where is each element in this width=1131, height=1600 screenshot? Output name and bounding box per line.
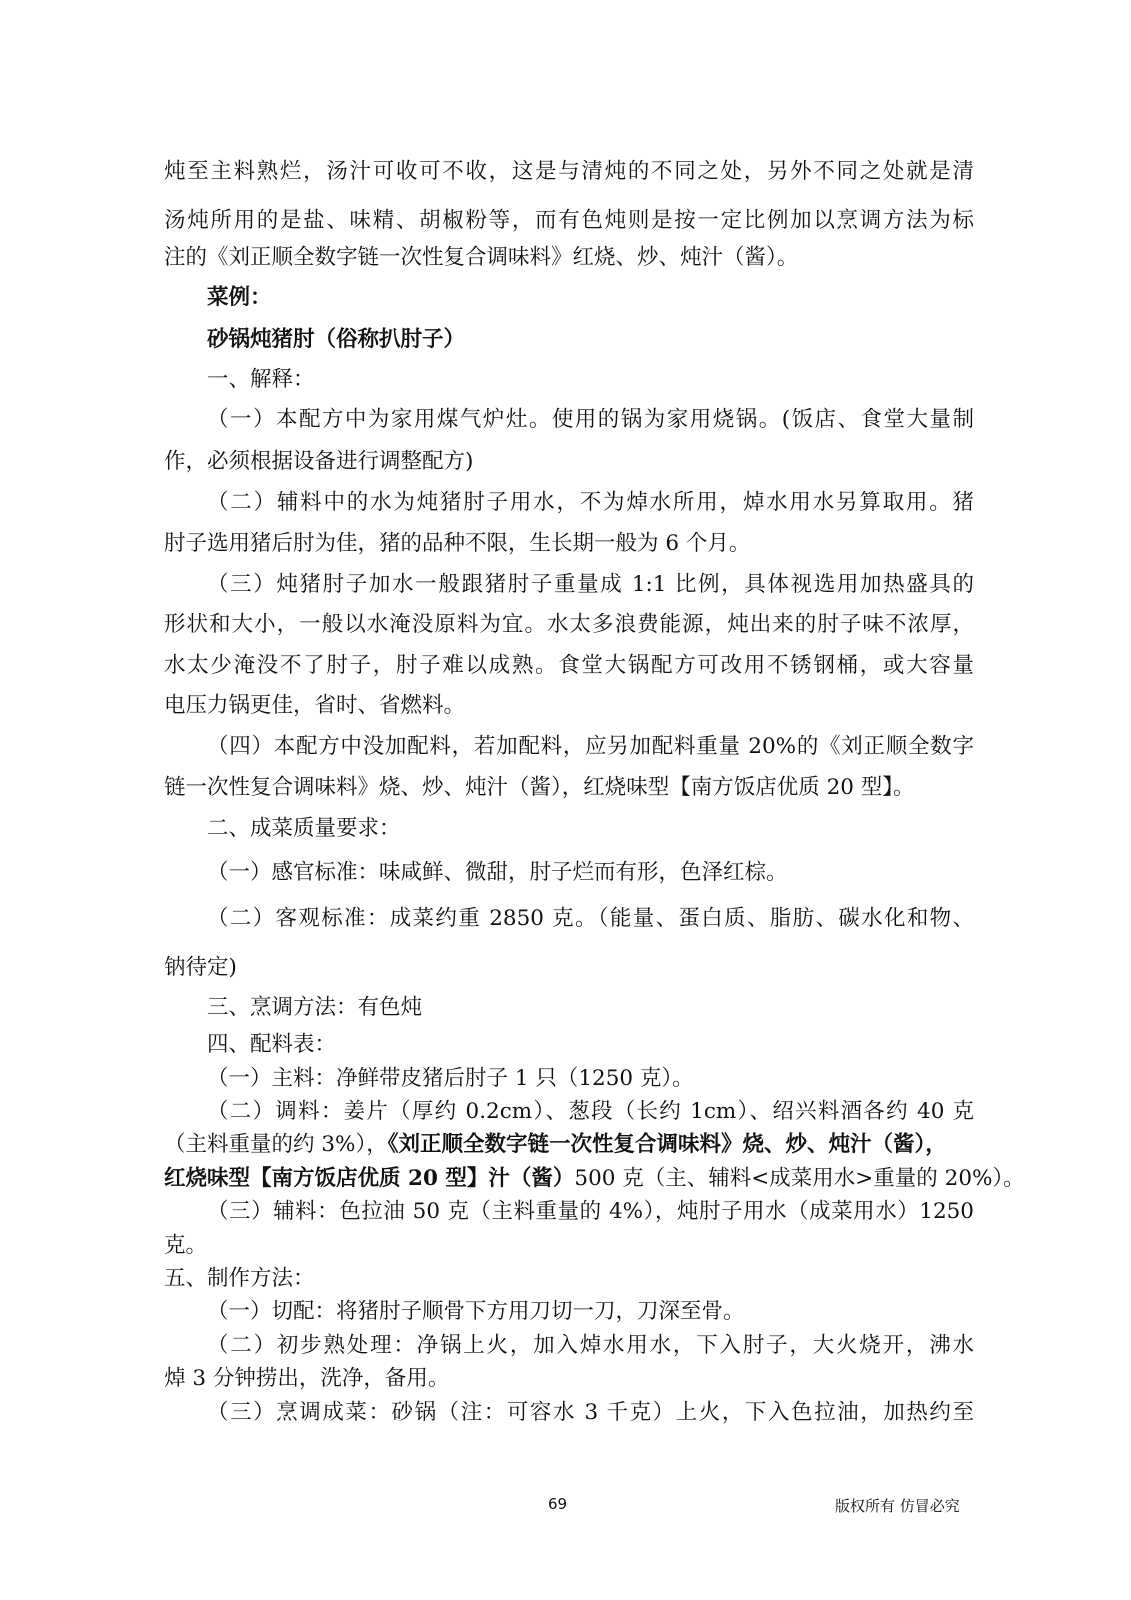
body-paragraph-line: （二）初步熟处理：净锅上火，加入焯水用水，下入肘子，大火烧开，沸水 (207, 1333, 974, 1358)
body-paragraph-line (164, 1130, 974, 1160)
body-paragraph-line: 肘子选用猪后肘为佳，猪的品种不限，生长期一般为 6 个月。 (164, 531, 751, 556)
body-paragraph-line: （三）烹调成菜：砂锅（注：可容水 3 千克）上火，下入色拉油，加热约至 (207, 1400, 974, 1425)
page-number: 69 (548, 1495, 568, 1513)
section-heading: 五、制作方法： (164, 1266, 315, 1291)
body-paragraph-line: 焯 3 分钟捞出，洗净，备用。 (164, 1366, 450, 1391)
body-paragraph-line: （一）感官标准：味咸鲜、微甜，肘子烂而有形，色泽红棕。 (207, 860, 788, 885)
body-paragraph-line: （二）客观标准：成菜约重 2850 克。（能量、蛋白质、脂肪、碳水化和物、 (207, 906, 974, 931)
body-paragraph-line: 钠待定) (164, 955, 237, 980)
body-paragraph-line: 炖至主料熟烂，汤汁可收可不收，这是与清炖的不同之处，另外不同之处就是清 (164, 159, 974, 184)
recipe-examples-heading: 菜例： (207, 285, 272, 310)
body-paragraph-line: 注的《刘正顺全数字链一次性复合调味料》红烧、炒、炖汁（酱）。 (164, 245, 799, 270)
section-heading: 二、成菜质量要求： (207, 816, 401, 841)
seasoning-product-name: 《刘正顺全数字链一次性复合调味料》烧、炒、炖汁（酱）， (387, 1132, 947, 1157)
body-paragraph-line: 汤炖所用的是盐、味精、胡椒粉等，而有色炖则是按一定比例加以烹调方法为标 (164, 208, 974, 233)
body-paragraph-line: 形状和大小，一般以水淹没原料为宜。水太多浪费能源，炖出来的肘子味不浓厚， (164, 612, 974, 637)
seasoning-flavor-type: 红烧味型【南方饭店优质 20 型】汁（酱） (164, 1166, 575, 1191)
body-paragraph-line: （四）本配方中没加配料，若加配料，应另加配料重量 20%的《刘正顺全数字 (207, 734, 974, 759)
seasoning-amount-text: 500 克（主、辅料<成菜用水>重量的 20%）。 (574, 1166, 1025, 1191)
body-paragraph-line: （一）切配：将猪肘子顺骨下方用刀切一刀，刀深至骨。 (207, 1299, 745, 1324)
seasoning-ratio-text: （主料重量的约 3%）， (164, 1132, 388, 1157)
body-paragraph-line: 水太少淹没不了肘子，肘子难以成熟。食堂大锅配方可改用不锈钢桶，或大容量 (164, 653, 974, 678)
copyright-notice: 版权所有 仿冒必究 (835, 1497, 960, 1515)
body-paragraph-line: （二）调料：姜片（厚约 0.2cm）、葱段（长约 1cm）、绍兴料酒各约 40 克 (207, 1099, 974, 1124)
body-paragraph-line: 电压力锅更佳，省时、省燃料。 (164, 693, 466, 718)
body-paragraph-line: 链一次性复合调味料》烧、炒、炖汁（酱），红烧味型【南方饭店优质 20 型】。 (164, 775, 915, 800)
body-paragraph-line (164, 1164, 1025, 1194)
body-paragraph-line: 作，必须根据设备进行调整配方) (164, 449, 474, 474)
section-heading: 三、烹调方法：有色炖 (207, 995, 423, 1020)
body-paragraph-line: （二）辅料中的水为炖猪肘子用水，不为焯水所用，焯水用水另算取用。猪 (207, 490, 974, 515)
body-paragraph-line: （一）主料：净鲜带皮猪后肘子 1 只（1250 克）。 (207, 1066, 694, 1091)
body-paragraph-line: （三）辅料：色拉油 50 克（主料重量的 4%），炖肘子用水（成菜用水）1250 (207, 1199, 974, 1224)
section-heading: 一、解释： (207, 367, 315, 392)
body-paragraph-line: 克。 (164, 1233, 208, 1258)
section-heading: 四、配料表： (207, 1032, 337, 1057)
body-paragraph-line: （三）炖猪肘子加水一般跟猪肘子重量成 1:1 比例，具体视选用加热盛具的 (207, 572, 974, 597)
body-paragraph-line: （一）本配方中为家用煤气炉灶。使用的锅为家用烧锅。(饭店、食堂大量制 (207, 407, 974, 432)
dish-title: 砂锅炖猪肘（俗称扒肘子） (207, 327, 466, 352)
